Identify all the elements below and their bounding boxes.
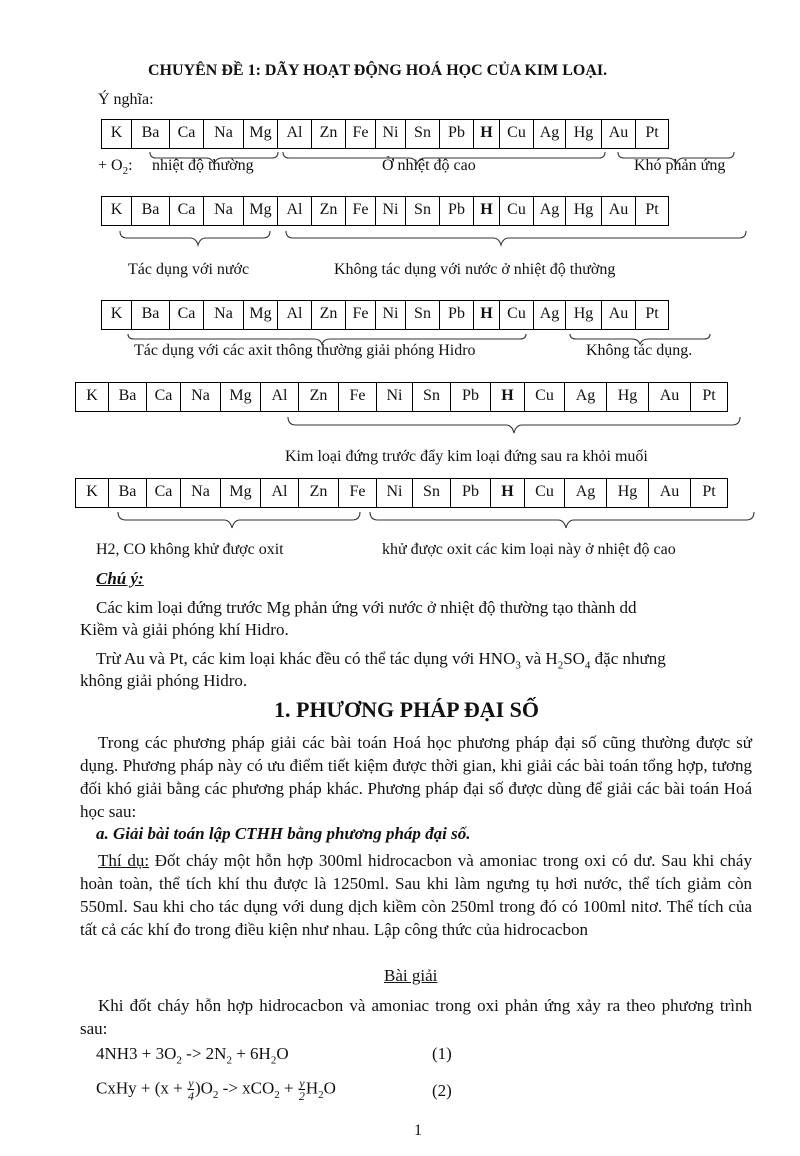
metal-cell-h: H [474,120,500,148]
reduce-label: khử được oxit các kim loại này ở nhiệt độ cao [382,541,676,558]
metal-cell-pt: Pt [702,483,716,500]
metal-cell-al: Al [261,383,299,411]
metal-cell-mg: Mg [244,301,278,329]
metal-cell-sn: Sn [406,120,440,148]
metal-cell-al: Al [261,479,299,507]
metal-cell-pb: Pb [440,197,474,225]
metal-cell-zn: Zn [299,383,339,411]
metal-cell-al: Al [278,301,312,329]
metal-cell-ni: Ni [376,197,406,225]
metal-cell-ca: Ca [170,301,204,329]
metal-cell-ag: Ag [534,301,566,329]
subsection-a: a. Giải bài toán lập CTHH bằng phương pháp đại số. [96,824,471,843]
metal-cell-au: Au [649,479,691,507]
solution-intro: Khi đốt cháy hỗn hợp hidrocacbon và amoniac trong oxi phản ứng xảy ra theo phương trình sau: [80,996,752,1038]
metal-cell-mg: Mg [244,120,278,148]
metal-cell-fe: Fe [339,479,377,507]
metal-cell-pt: Pt [645,124,659,141]
equation-1-number: (1) [432,1044,452,1063]
water-react-label: Tác dụng với nước [128,261,250,278]
metal-cell-fe: Fe [339,383,377,411]
metal-cell-pt: Pt [645,201,659,218]
metal-cell-ni: Ni [376,120,406,148]
metal-cell-na: Na [181,479,221,507]
metal-cell-au: Au [602,120,636,148]
metal-cell-fe: Fe [346,120,376,148]
metal-cell-sn: Sn [406,197,440,225]
metal-cell-ca: Ca [147,383,181,411]
no-reduce-label: H2, CO không khử được oxit [96,541,284,558]
metal-cell-pt: Pt [702,387,716,404]
metal-cell-mg: Mg [244,197,278,225]
metal-cell-k: K [76,479,109,507]
metal-cell-hg: Hg [566,197,602,225]
metal-cell-ca: Ca [147,479,181,507]
metal-cell-ni: Ni [377,479,413,507]
metal-cell-cu: Cu [525,383,565,411]
metal-cell-al: Al [278,120,312,148]
example-paragraph: Thí dụ: Đốt cháy một hỗn hợp 300ml hidrocacbon và amoniac trong oxi có dư. Sau khi cháy hoàn toàn, thể tích khí thu được là 1250ml. Sau khi làm ngưng tụ hơi nước, thể tích giảm còn 550ml. Sau khi cho tác dụng với dung dịch kiềm còn 250ml trong đó có 100ml nitơ. Thể tích của tất cả các khí đo trong điều kiện như nhau. Lập công thức của hidrocacbon [80,851,752,939]
metal-cell-na: Na [204,120,244,148]
metal-cell-ca: Ca [170,120,204,148]
metal-cell-cu: Cu [500,197,534,225]
metal-cell-zn: Zn [312,301,346,329]
high-temp-label: Ở nhiệt độ cao [382,157,476,174]
metal-cell-cu: Cu [525,479,565,507]
no-water-react-label: Không tác dụng với nước ở nhiệt độ thường [334,261,616,278]
equation-1: $4NH3 + 3O_2 -> 2N_2 + 6H_2O$ [96,1044,289,1067]
equation-2-number: (2) [432,1081,452,1100]
metal-cell-h: H [491,479,525,507]
metal-cell-ba: Ba [132,120,170,148]
metal-cell-ag: Ag [565,479,607,507]
note-p2-line1: Trừ Au và Pt, các kim loại khác đều có thể tác dụng với $HNO_3$ và $H_2SO_4$ đặc nhưng [96,649,666,672]
acid-react-label: Tác dụng với các axit thông thường giải phóng Hidro [134,342,476,359]
metal-cell-pb: Pb [451,383,491,411]
metal-cell-pb: Pb [440,301,474,329]
metal-cell-ni: Ni [377,383,413,411]
equation-2: CxHy + (x + $\frac{y}{4}$ )$O_2 -> xCO_2$ + $\frac{y}{2}$ $H_2O$ [96,1076,336,1103]
metal-cell-ba: Ba [109,383,147,411]
metal-cell-ag: Ag [565,383,607,411]
note-p1-line2: Kiềm và giải phóng khí Hidro. [80,620,289,639]
metal-cell-ba: Ba [132,197,170,225]
metal-cell-k: K [76,383,109,411]
metal-cell-h: H [491,383,525,411]
hard-react-label: Khó phản ứng [634,157,726,174]
metal-cell-fe: Fe [346,301,376,329]
metal-cell-au: Au [649,383,691,411]
metal-cell-ba: Ba [109,479,147,507]
metal-cell-sn: Sn [406,301,440,329]
note-label: Chú ý: [96,569,144,588]
metal-cell-au: Au [602,301,636,329]
metal-cell-au: Au [602,197,636,225]
page-number: 1 [414,1122,422,1139]
metal-cell-ag: Ag [534,197,566,225]
metal-cell-sn: Sn [413,383,451,411]
metal-cell-hg: Hg [607,479,649,507]
metal-cell-pb: Pb [451,479,491,507]
metal-cell-na: Na [204,197,244,225]
no-react-label: Không tác dụng. [586,342,693,359]
metal-cell-hg: Hg [607,383,649,411]
metal-cell-h: H [474,197,500,225]
metal-cell-k: K [102,197,132,225]
metal-cell-ni: Ni [376,301,406,329]
metal-cell-cu: Cu [500,301,534,329]
metal-cell-hg: Hg [566,301,602,329]
metal-cell-ag: Ag [534,120,566,148]
metal-cell-al: Al [278,197,312,225]
metal-cell-ca: Ca [170,197,204,225]
metal-cell-mg: Mg [221,383,261,411]
meaning-label: Ý nghĩa: [98,91,154,108]
metal-cell-h: H [474,301,500,329]
section-heading: 1. PHƯƠNG PHÁP ĐẠI SỐ [274,697,540,722]
metal-cell-cu: Cu [500,120,534,148]
metal-cell-ba: Ba [132,301,170,329]
example-label: Thí dụ: [98,851,150,870]
normal-temp-label: nhiệt độ thường [152,157,254,174]
o2-label: + $O_2$: [98,157,133,178]
note-p1-line1: Các kim loại đứng trước Mg phản ứng với nước ở nhiệt độ thường tạo thành dd [96,598,637,617]
metal-cell-zn: Zn [312,197,346,225]
metal-cell-hg: Hg [566,120,602,148]
metal-cell-mg: Mg [221,479,261,507]
metal-cell-fe: Fe [346,197,376,225]
page-title: CHUYÊN ĐỀ 1: DÃY HOẠT ĐỘNG HOÁ HỌC CỦA KIM LOẠI. [148,62,608,79]
metal-cell-na: Na [181,383,221,411]
metal-cell-pt: Pt [645,305,659,322]
metal-cell-k: K [102,120,132,148]
metal-cell-sn: Sn [413,479,451,507]
section-intro: Trong các phương pháp giải các bài toán Hoá học phương pháp đại số cũng thường được sử dụng. Phương pháp này có ưu điểm tiết kiệm được thời gian, khi giải các bài toán tổng hợp, tương đối khó giải bằng các phương pháp khác. Phương pháp đại số được dùng để giải các bài toán Hoá học sau: [80,733,752,821]
metal-cell-pb: Pb [440,120,474,148]
metal-cell-zn: Zn [299,479,339,507]
note-p2-line2: không giải phóng Hidro. [80,671,248,690]
metal-cell-k: K [102,301,132,329]
metal-cell-na: Na [204,301,244,329]
solution-label: Bài giải [384,966,438,985]
metal-cell-zn: Zn [312,120,346,148]
displace-label: Kim loại đứng trước đẩy kim loại đứng sau ra khỏi muối [285,448,648,465]
brace-group-5 [0,0,800,540]
